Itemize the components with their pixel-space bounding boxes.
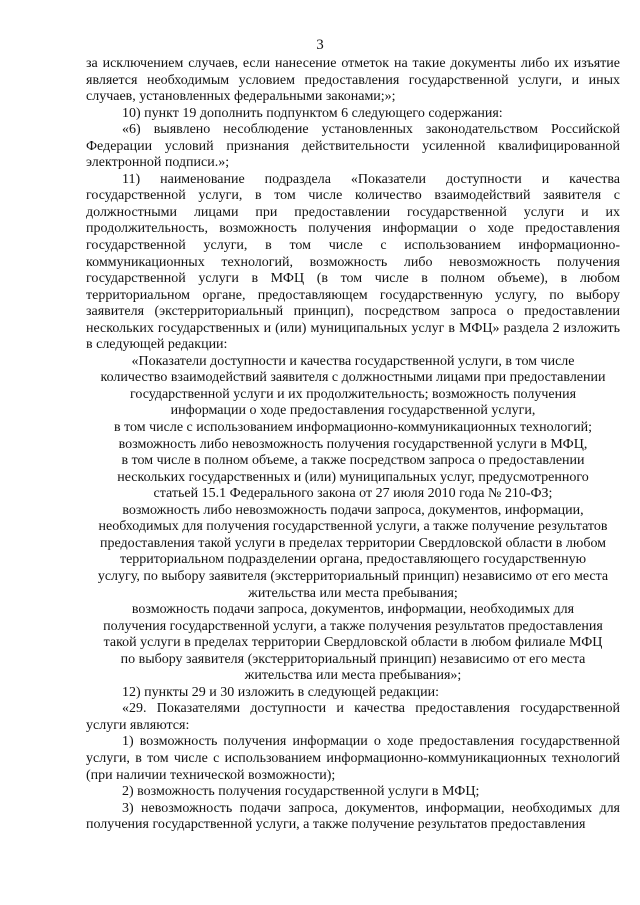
paragraph-item-29: «29. Показателями доступности и качества предоставления государственной услуги являются: <box>86 701 620 733</box>
document-body <box>86 56 620 834</box>
heading-line: возможность либо невозможность подачи запроса, документов, информации, <box>122 502 584 518</box>
heading-line: статьей 15.1 Федерального закона от 27 июля 2010 года № 210-ФЗ; <box>153 486 553 502</box>
list-item-2: 2) возможность получения государственной услуги в МФЦ; <box>122 784 480 800</box>
paragraph-item-12: 12) пункты 29 и 30 изложить в следующей редакции: <box>122 684 440 700</box>
paragraph-item-10: 10) пункт 19 дополнить подпунктом 6 следующего содержания: <box>122 105 503 121</box>
list-item-1: 1) возможность получения информации о ходе предоставления государственной услуги, в том числе с использованием информационно-коммуникационных технологий (при наличии технической возможности); <box>86 734 620 783</box>
heading-line: территориальном подразделении органа, предоставляющего государственную <box>119 552 587 568</box>
heading-line: по выбору заявителя (экстерриториальный принцип) независимо от его места <box>120 651 586 667</box>
heading-line: услугу, по выбору заявителя (экстерриториальный принцип) независимо от его места <box>97 568 609 584</box>
heading-line: такой услуги в пределах территории Свердловской области в любом филиале МФЦ <box>103 635 603 651</box>
heading-line: нескольких государственных и (или) муниципальных услуг, предусмотренного <box>117 469 589 485</box>
heading-line: в том числе в полном объеме, а также посредством запроса о предоставлении <box>121 453 585 469</box>
heading-line: необходимых для получения государственной услуги, а также получение результатов <box>98 519 608 535</box>
paragraph-item-11: 11) наименование подраздела «Показатели доступности и качества государственной услуги, в том числе количество взаимодействий заявителя с должностными лицами при предоставлении государственной услуги и их продолжительность, возможность получения информации о ходе предоставления государственной услуги, в том числе с использованием информационно-коммуникационных технологий, возможность либо невозможность получения государственной услуги в МФЦ (в том числе в полном объеме), в любом территориальном органе, предоставляющем государственную услугу, по выбору заявителя (экстерриториальный принцип), посредством запроса о предоставлении нескольких государственных и (или) муниципальных услуг в МФЦ» раздела 2 изложить в следующей редакции: <box>86 171 620 353</box>
list-item-3: 3) невозможность подачи запроса, документов, информации, необходимых для получения государственной услуги, а также получение результатов предоставления <box>86 800 620 833</box>
heading-line: возможность либо невозможность получения государственной услуги в МФЦ, <box>118 436 588 452</box>
heading-line: в том числе с использованием информационно-коммуникационных технологий; <box>113 420 593 436</box>
heading-line: возможность подачи запроса, документов, информации, необходимых для <box>131 602 575 618</box>
heading-line: «Показатели доступности и качества государственной услуги, в том числе <box>131 353 575 369</box>
heading-line: жительства или места пребывания; <box>248 585 458 601</box>
heading-line: количество взаимодействий заявителя с должностными лицами при предоставлении <box>100 370 606 386</box>
heading-line: жительства или места пребывания»; <box>244 668 462 684</box>
heading-line: государственной услуги и их продолжительность; возможность получения <box>129 386 577 402</box>
heading-line: предоставления такой услуги в пределах территории Свердловской области в любом <box>99 535 607 551</box>
paragraph-continuation: за исключением случаев, если нанесение отметок на такие документы либо их изъятие является необходимым условием предоставления государственной услуги, и иных случаев, установленных федеральными законами;»; <box>86 56 620 105</box>
subsection-heading <box>86 354 620 685</box>
paragraph-subitem-6: «6) выявлено несоблюдение установленных законодательством Российской Федерации условий признания действительности усиленной квалифицированной электронной подписи.»; <box>86 122 620 171</box>
page-number: 3 <box>316 37 324 53</box>
heading-line: информации о ходе предоставления государственной услуги, <box>170 403 536 419</box>
heading-line: получения государственной услуги, а также получения результатов предоставления <box>103 618 603 634</box>
